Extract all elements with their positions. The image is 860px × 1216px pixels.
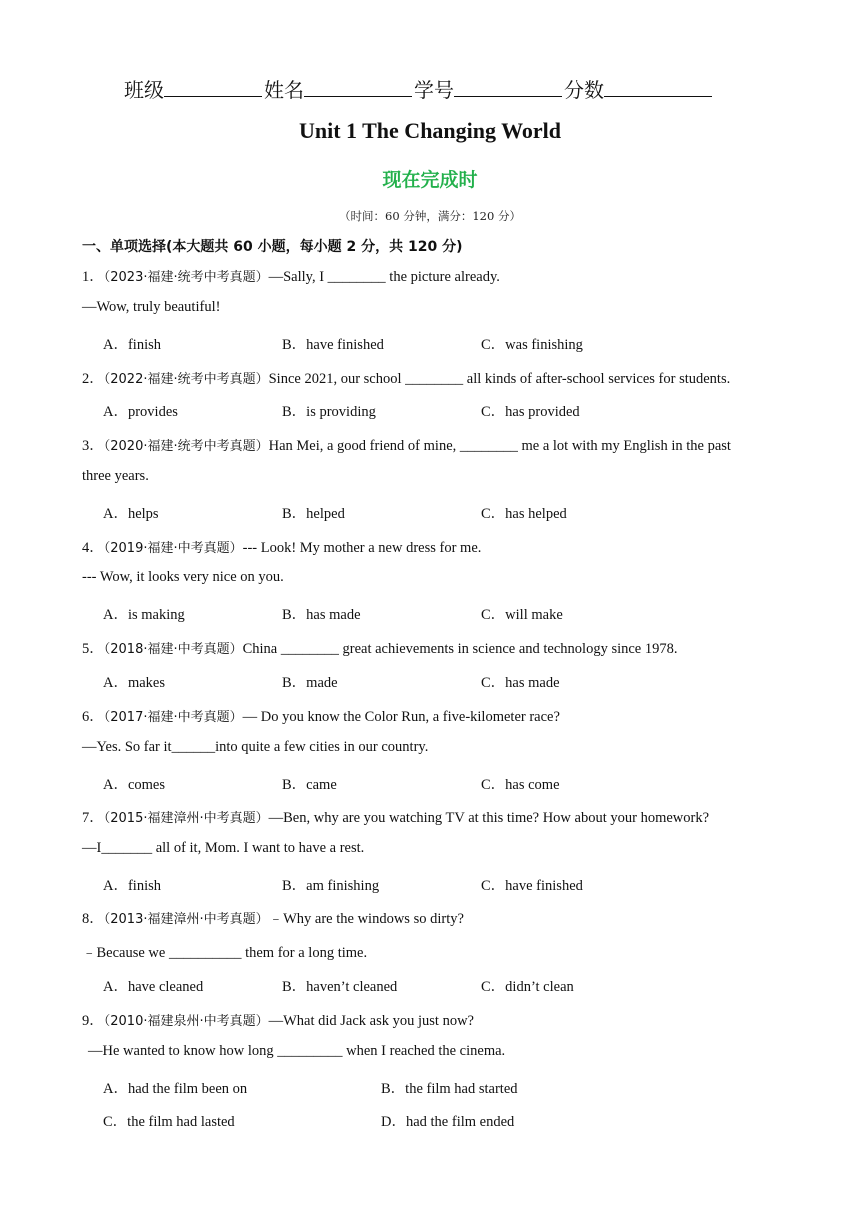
section-heading: 一、单项选择(本大题共 60 小题，每小题 2 分，共 120 分) bbox=[82, 239, 463, 255]
question-3-option-c[interactable]: C．has helped bbox=[481, 506, 567, 522]
question-text: — Do you know the Color Run, a five-kilometer race? bbox=[242, 709, 560, 725]
question-number: 6． bbox=[82, 709, 104, 725]
question-text: --- Look! My mother a new dress for me. bbox=[242, 540, 482, 556]
question-1-reply: —Wow, truly beautiful! bbox=[82, 299, 221, 315]
question-7-option-b[interactable]: B．am finishing bbox=[282, 878, 380, 894]
question-8-option-b[interactable]: B．haven’t cleaned bbox=[282, 979, 398, 995]
question-number: 4． bbox=[82, 540, 104, 556]
question-source: （2022·福建·统考中考真题） bbox=[103, 372, 269, 387]
question-number: 9． bbox=[82, 1013, 104, 1029]
question-6-reply: —Yes. So far it______into quite a few cities in our country. bbox=[82, 739, 429, 755]
question-4-reply: --- Wow, it looks very nice on you. bbox=[82, 569, 284, 585]
name-label: 姓名 bbox=[264, 78, 304, 102]
question-text: Since 2021, our school ________ all kinds of after-school services for students. bbox=[268, 371, 731, 387]
question-8-reply: ﹣Because we __________ them for a long time. bbox=[82, 945, 368, 961]
number-label: 学号 bbox=[414, 78, 454, 102]
question-9-option-a[interactable]: A．had the film been on bbox=[103, 1081, 248, 1097]
question-5-option-a[interactable]: A．makes bbox=[103, 675, 166, 691]
question-9-stem bbox=[82, 1009, 474, 1030]
question-number: 8． bbox=[82, 911, 104, 927]
question-4-option-a[interactable]: A．is making bbox=[103, 607, 185, 623]
question-source: （2020·福建·统考中考真题） bbox=[103, 439, 269, 454]
question-9-option-c[interactable]: C．the film had lasted bbox=[103, 1114, 235, 1130]
question-8-option-c[interactable]: C．didn’t clean bbox=[481, 979, 574, 995]
question-number: 7． bbox=[82, 810, 104, 826]
question-source: （2013·福建漳州·中考真题） bbox=[103, 912, 269, 927]
question-2-stem bbox=[82, 367, 730, 388]
question-7-stem bbox=[82, 806, 709, 827]
question-source: （2017·福建·中考真题） bbox=[103, 710, 243, 725]
question-2-option-a[interactable]: A．provides bbox=[103, 404, 178, 420]
question-1-stem bbox=[82, 265, 500, 286]
question-3-option-a[interactable]: A．helps bbox=[103, 506, 159, 522]
score-label: 分数 bbox=[564, 78, 604, 102]
question-5-option-b[interactable]: B．made bbox=[282, 675, 338, 691]
name-blank[interactable] bbox=[304, 78, 412, 97]
question-9-reply: —He wanted to know how long _________ when I reached the cinema. bbox=[88, 1043, 506, 1059]
question-text: China ________ great achievements in science and technology since 1978. bbox=[242, 641, 678, 657]
question-5-option-c[interactable]: C．has made bbox=[481, 675, 560, 691]
question-5-stem bbox=[82, 637, 677, 658]
question-3-option-b[interactable]: B．helped bbox=[282, 506, 345, 522]
question-2-option-b[interactable]: B．is providing bbox=[282, 404, 376, 420]
question-text: —Sally, I ________ the picture already. bbox=[268, 269, 500, 285]
question-text: ﹣Why are the windows so dirty? bbox=[268, 911, 464, 927]
question-2-option-c[interactable]: C．has provided bbox=[481, 404, 580, 420]
question-text: —Ben, why are you watching TV at this time? How about your homework? bbox=[268, 810, 710, 826]
question-number: 1． bbox=[82, 269, 104, 285]
question-1-option-b[interactable]: B．have finished bbox=[282, 337, 384, 353]
question-4-option-c[interactable]: C．will make bbox=[481, 607, 563, 623]
question-6-option-b[interactable]: B．came bbox=[282, 777, 337, 793]
question-7-option-c[interactable]: C．have finished bbox=[481, 878, 583, 894]
score-blank[interactable] bbox=[604, 78, 712, 97]
question-text: —What did Jack ask you just now? bbox=[268, 1013, 474, 1029]
question-1-option-a[interactable]: A．finish bbox=[103, 337, 161, 353]
question-number: 3． bbox=[82, 438, 104, 454]
question-source: （2019·福建·中考真题） bbox=[103, 541, 243, 556]
question-4-option-b[interactable]: B．has made bbox=[282, 607, 361, 623]
class-blank[interactable] bbox=[164, 78, 262, 97]
question-9-option-b[interactable]: B．the film had started bbox=[381, 1081, 518, 1097]
question-text: Han Mei, a good friend of mine, ________ me a lot with my English in the past bbox=[268, 438, 731, 454]
number-blank[interactable] bbox=[454, 78, 562, 97]
page-subtitle: 现在完成时 bbox=[382, 169, 478, 191]
question-6-option-c[interactable]: C．has come bbox=[481, 777, 560, 793]
question-source: （2010·福建泉州·中考真题） bbox=[103, 1014, 269, 1029]
question-source: （2018·福建·中考真题） bbox=[103, 642, 243, 657]
question-number: 2． bbox=[82, 371, 104, 387]
exam-meta: （时间：60 分钟，满分：120 分） bbox=[339, 209, 521, 223]
class-label: 班级 bbox=[124, 78, 164, 102]
question-7-option-a[interactable]: A．finish bbox=[103, 878, 161, 894]
question-source: （2015·福建漳州·中考真题） bbox=[103, 811, 269, 826]
question-7-reply: —I_______ all of it, Mom. I want to have a rest. bbox=[82, 840, 365, 856]
question-3-continuation: three years. bbox=[82, 468, 149, 484]
question-4-stem bbox=[82, 536, 481, 557]
question-6-stem bbox=[82, 705, 560, 726]
question-1-option-c[interactable]: C．was finishing bbox=[481, 337, 583, 353]
question-3-stem bbox=[82, 434, 731, 455]
question-6-option-a[interactable]: A．comes bbox=[103, 777, 166, 793]
question-source: （2023·福建·统考中考真题） bbox=[103, 270, 269, 285]
question-8-stem bbox=[82, 907, 464, 928]
page-title: Unit 1 The Changing World bbox=[298, 118, 562, 143]
question-number: 5． bbox=[82, 641, 104, 657]
question-8-option-a[interactable]: A．have cleaned bbox=[103, 979, 204, 995]
question-9-option-d[interactable]: D．had the film ended bbox=[381, 1114, 515, 1130]
student-info-header bbox=[124, 74, 714, 103]
